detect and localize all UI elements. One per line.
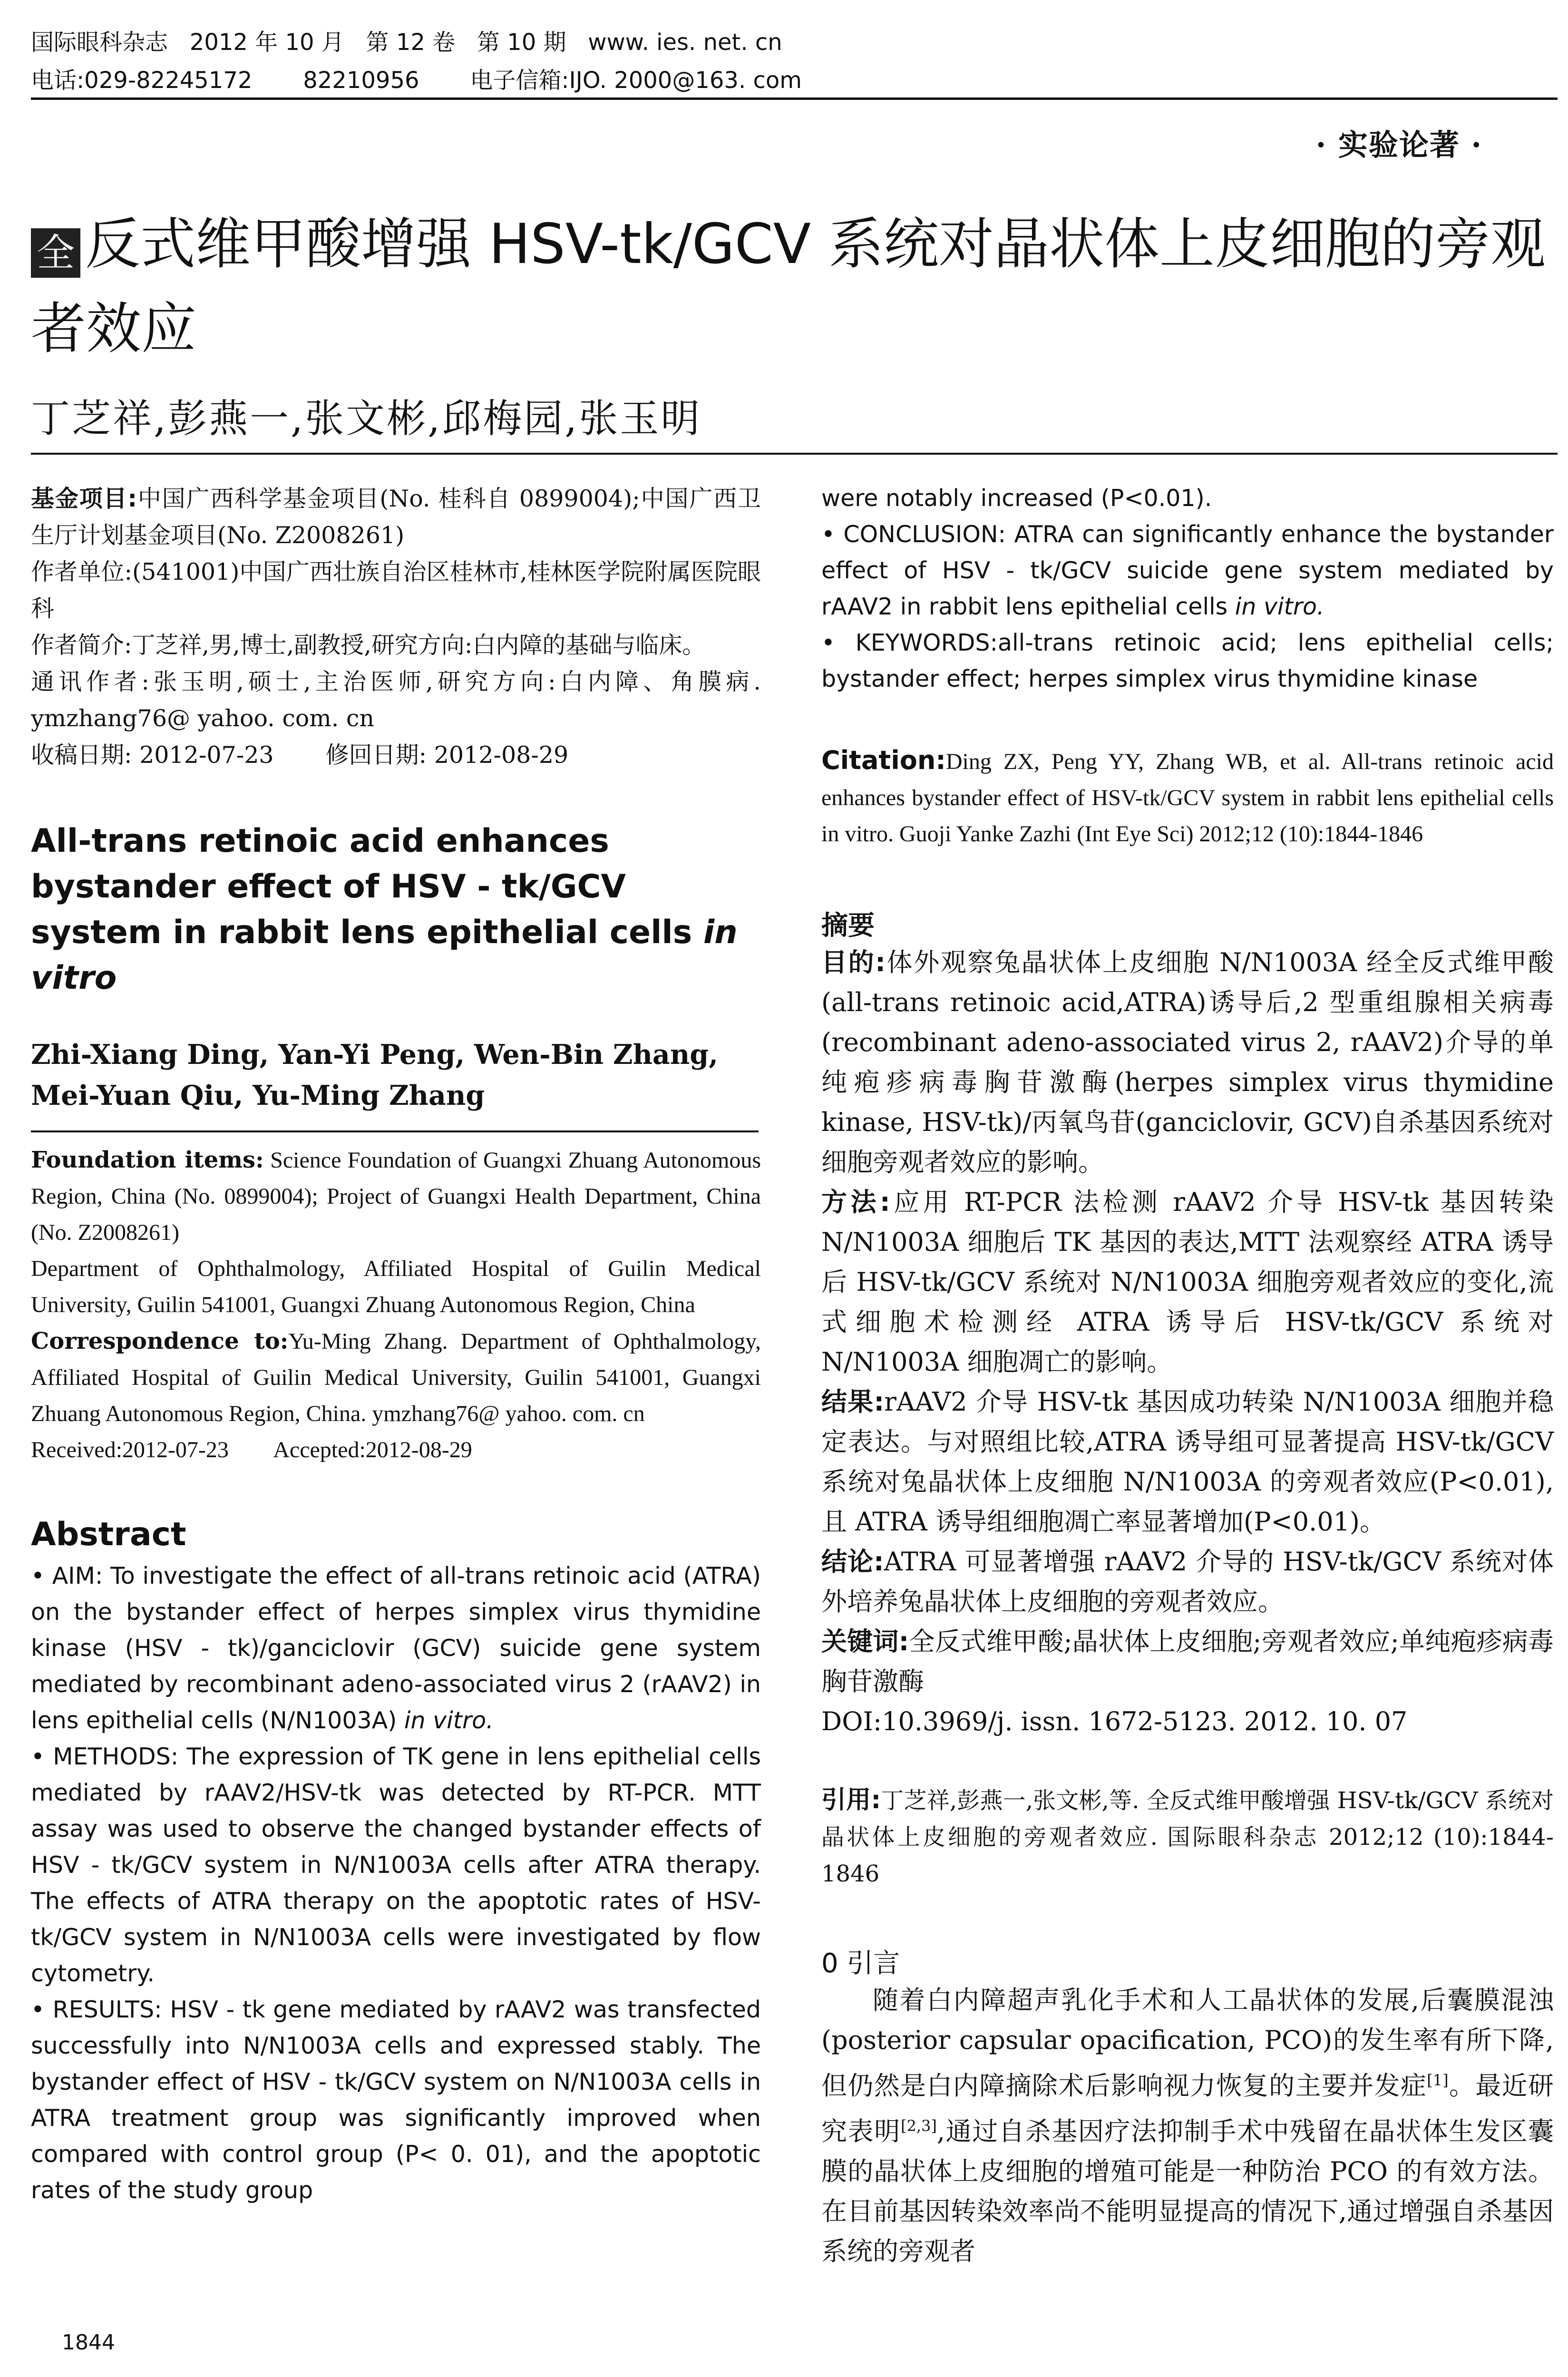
title-text: 反式维甲酸增强 HSV-tk/GCV 系统对晶状体上皮细胞的旁观者效应 [31,212,1546,361]
abstract-methods: • METHODS: The expression of TK gene in lens epithelial cells mediated by rAAV2/HSV-tk was detected by RT-PCR. MTT assay was used to observe the changed bystander effects of HSV - tk/GCV system in N/N1003A cells after ATRA therapy. The effects of ATRA therapy on the apoptotic rates of HSV-tk/GCV system in N/N1003A cells were investigated by flow cytometry. [31,1743,761,1987]
intro-paragraph: 随着白内障超声乳化手术和人工晶状体的发展,后囊膜混浊(posterior capsular opacification, PCO)的发生率有所下降,但仍然是白内障摘除术后影响视力恢复的主要并发症[1]。最近研究表明[2,3],通过自杀基因疗法抑制手术中残留在晶状体生发区囊膜的晶状体上皮细胞的增殖可能是一种防治 PCO 的有效方法。在目前基因转染效率尚不能明显提高的情况下,通过增强自杀基因系统的旁观者 [821,1985,1554,2266]
title-rule [31,453,1558,455]
correspondence-en: Correspondence to:Yu-Ming Zhang. Department of Ophthalmology, Affiliated Hospital of Guilin Medical University, Guilin 541001, Guangxi Zhuang Autonomous Region, China. ymzhang76@ yahoo. com. cn [31,1328,761,1426]
department-en: Department of Ophthalmology, Affiliated Hospital of Guilin Medical University, Guilin 541001, Guangxi Zhuang Autonomous Region, China [31,1256,761,1317]
english-authors: Zhi-Xiang Ding, Yan-Yi Peng, Wen-Bin Zhang, Mei-Yuan Qiu, Yu-Ming Zhang [31,1039,719,1111]
zhaiyao-keywords: 关键词:全反式维甲酸;晶状体上皮细胞;旁观者效应;单纯疱疹病毒胸苷激酶 [821,1627,1554,1696]
citation-cn: 引用:丁芝祥,彭燕一,张文彬,等. 全反式维甲酸增强 HSV-tk/GCV 系统对晶状体上皮细胞的旁观者效应. 国际眼科杂志 2012;12 (10):1844-1846 [821,1786,1554,1887]
abstract-results: • RESULTS: HSV - tk gene mediated by rAAV2 was transfected successfully into N/N1003A cells and expressed stably. The bystander effect of HSV - tk/GCV system on N/N1003A cells in ATRA treatment group was significantly improved when compared with control group (P< 0. 01), and the apoptotic rates of the study group [31,1996,761,2204]
funding-cn: 基金项目:中国广西科学基金项目(No. 桂科自 0899004);中国广西卫生厅计划基金项目(No. Z2008261) [31,485,761,549]
english-title: All-trans retinoic acid enhances bystander effect of HSV - tk/GCV system in rabbit lens epithelial cells in vitro [31,822,738,997]
left-column [31,480,761,2209]
title-badge: 全 [31,228,80,278]
section-tag: · 实验论著 · [1315,127,1482,162]
authors-rule [31,1130,759,1132]
received-en: Received:2012-07-23 Accepted:2012-08-29 [31,1437,472,1462]
zhaiyao-aim: 目的:体外观察兔晶状体上皮细胞 N/N1003A 经全反式维甲酸(all-trans retinoic acid,ATRA)诱导后,2 型重组腺相关病毒(recombinant adeno-associated virus 2, rAAV2)介导的单纯疱疹病毒胸苷激酶(herpes simplex virus thymidine kinase, HSV-tk)/丙氧鸟苷(ganciclovir, GCV)自杀基因系统对细胞旁观者效应的影响。 [821,947,1554,1177]
zhaiyao-results: 结果:rAAV2 介导 HSV-tk 基因成功转染 N/N1003A 细胞并稳定表达。与对照组比较,ATRA 诱导组可显著提高 HSV-tk/GCV 系统对兔晶状体上皮细胞 N/N1003A 的旁观者效应(P<0.01),且 ATRA 诱导组细胞凋亡率显著增加(P<0.01)。 [821,1387,1554,1537]
intro-heading: 0 引言 [821,1948,900,1979]
foundation-en: Foundation items: Science Foundation of Guangxi Zhuang Autonomous Region, China (No. 0899004); Project of Guangxi Health Department, China (No. Z2008261) [31,1147,761,1245]
bio-cn: 作者简介:丁芝祥,男,博士,副教授,研究方向:白内障的基础与临床。 [31,632,706,659]
abstract-heading: Abstract [31,1516,186,1553]
page-number: 1844 [62,2330,115,2355]
abstract-conclusion: • CONCLUSION: ATRA can significantly enhance the bystander effect of HSV - tk/GCV suicide gene system mediated by rAAV2 in rabbit lens epithelial cells in vitro. [821,521,1554,620]
citation-en: Citation:Ding ZX, Peng YY, Zhang WB, et al. All-trans retinoic acid enhances bystander effect of HSV-tk/GCV system in rabbit lens epithelial cells in vitro. Guoji Yanke Zazhi (Int Eye Sci) 2012;12 (10):1844-1846 [821,745,1554,847]
zhaiyao-methods: 方法:应用 RT-PCR 法检测 rAAV2 介导 HSV-tk 基因转染 N/N1003A 细胞后 TK 基因的表达,MTT 法观察经 ATRA 诱导后 HSV-tk/GCV 系统对 N/N1003A 细胞旁观者效应的变化,流式细胞术检测经 ATRA 诱导后 HSV-tk/GCV 系统对 N/N1003A 细胞凋亡的影响。 [821,1187,1554,1377]
dates-cn: 收稿日期: 2012-07-23 修回日期: 2012-08-29 [31,741,569,769]
abstract-results-cont: were notably increased (P<0.01). [821,485,1212,512]
article-title [31,202,1553,371]
corr-cn: 通讯作者:张玉明,硕士,主治医师,研究方向:白内障、角膜病. ymzhang76@ yahoo. com. cn [31,668,761,732]
zhaiyao-heading: 摘要 [821,910,875,941]
journal-header-line1: 国际眼科杂志 2012 年 10 月 第 12 卷 第 10 期 www. ies. net. cn [31,29,782,56]
authors-cn: 丁芝祥,彭燕一,张文彬,邱梅园,张玉明 [31,396,702,441]
zhaiyao-conclusion: 结论:ATRA 可显著增强 rAAV2 介导的 HSV-tk/GCV 系统对体外培养兔晶状体上皮细胞的旁观者效应。 [821,1547,1554,1617]
doi: DOI:10.3969/j. issn. 1672-5123. 2012. 10. 07 [821,1706,1408,1736]
unit-cn: 作者单位:(541001)中国广西壮族自治区桂林市,桂林医学院附属医院眼科 [31,558,761,622]
abstract-aim: • AIM: To investigate the effect of all-trans retinoic acid (ATRA) on the bystander effect of herpes simplex virus thymidine kinase (HSV - tk)/ganciclovir (GCV) suicide gene system mediated by recombinant adeno-associated virus 2 (rAAV2) in lens epithelial cells (N/N1003A) in vitro. [31,1562,761,1734]
right-column [821,480,1554,2271]
header-rule [31,97,1558,100]
abstract-keywords: • KEYWORDS:all-trans retinoic acid; lens epithelial cells; bystander effect; herpes simplex virus thymidine kinase [821,629,1554,692]
journal-header-line2: 电话:029-82245172 82210956 电子信箱:IJO. 2000@163. com [31,67,802,94]
